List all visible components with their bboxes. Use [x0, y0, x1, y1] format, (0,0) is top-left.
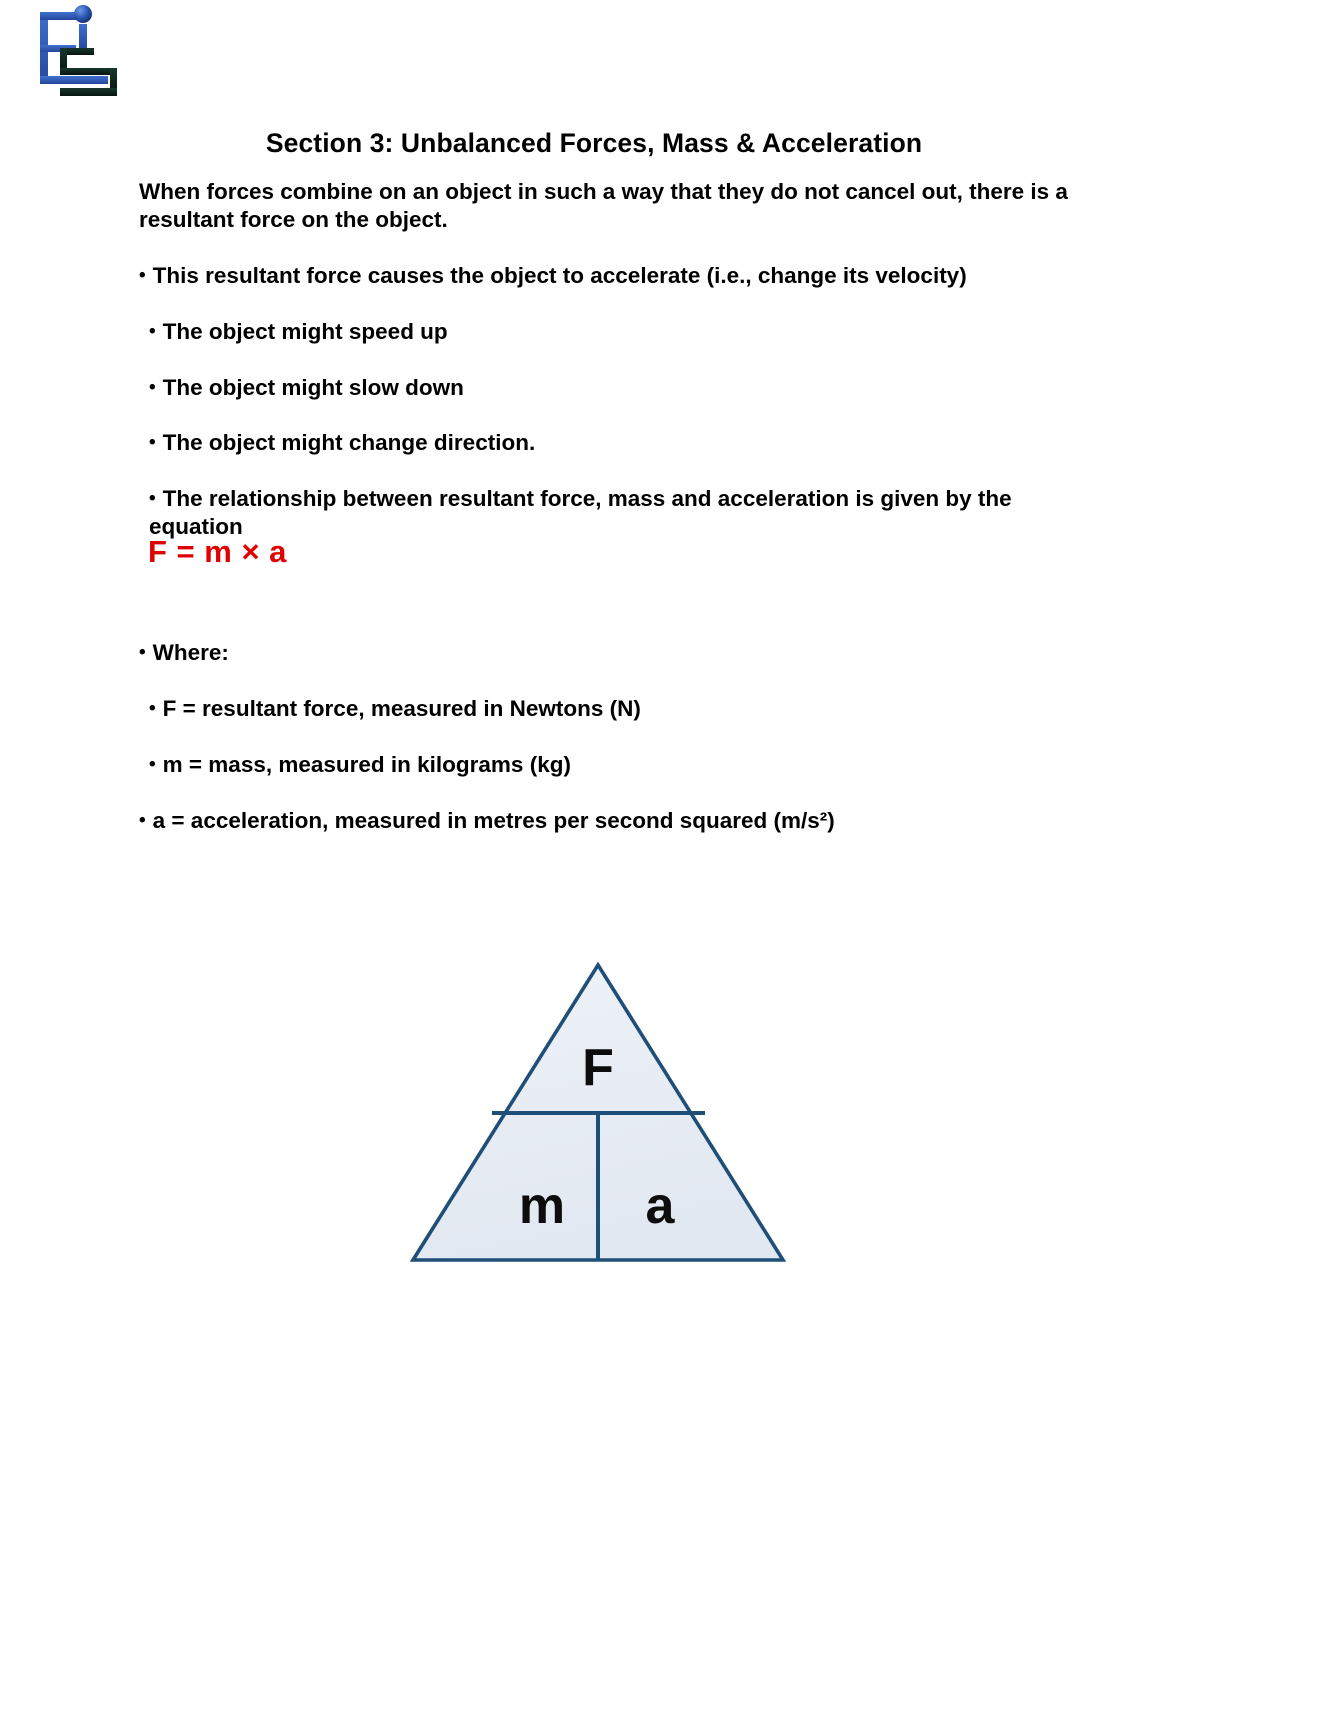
list-item: [139, 262, 1099, 290]
list-item-text: a = acceleration, measured in metres per second squared (m/s²): [152, 807, 835, 833]
logo-letter-i: [74, 5, 92, 50]
document-body: [139, 178, 1099, 835]
bullet-icon: •: [139, 264, 146, 286]
list-item-text: The object might slow down: [162, 374, 464, 400]
eis-logo: [22, 4, 142, 108]
bullet-icon: •: [149, 320, 156, 342]
bullet-icon: •: [149, 753, 156, 775]
triangle-label-mass: m: [518, 1177, 566, 1235]
formula-triangle-diagram: [370, 955, 790, 1275]
bullet-icon: •: [149, 698, 156, 720]
bullet-icon: •: [139, 642, 146, 664]
list-item: [139, 429, 1099, 457]
list-item: [139, 695, 1099, 723]
list-item: [139, 318, 1099, 346]
intro-paragraph: When forces combine on an object in such a way that they do not cancel out, there is a resultant force on the object.: [139, 179, 1068, 232]
triangle-label-acceleration: a: [645, 1177, 675, 1235]
list-item: [139, 485, 1099, 541]
list-item: [139, 751, 1099, 779]
list-item-text: F = resultant force, measured in Newtons (N): [162, 696, 641, 722]
triangle-label-force: F: [582, 1039, 614, 1097]
bullet-icon: •: [149, 488, 156, 510]
bullet-icon: •: [149, 376, 156, 398]
list-item-text: Where:: [152, 640, 229, 666]
list-item: [139, 374, 1099, 402]
bullet-icon: •: [139, 809, 146, 831]
list-item-text: The object might change direction.: [162, 430, 536, 456]
list-item: [139, 639, 1099, 667]
list-item-text: This resultant force causes the object to accelerate (i.e., change its velocity): [152, 262, 967, 288]
list-item: [139, 807, 1099, 835]
list-item-text: m = mass, measured in kilograms (kg): [162, 751, 571, 777]
bullet-icon: •: [149, 432, 156, 454]
list-item-text: The object might speed up: [162, 318, 448, 344]
page-title: Section 3: Unbalanced Forces, Mass & Acceleration: [265, 128, 923, 158]
force-equation: F = m × a: [148, 534, 287, 569]
list-item-text: The relationship between resultant force, mass and acceleration is given by the equation: [149, 486, 1012, 540]
logo-letter-s: [60, 48, 117, 96]
